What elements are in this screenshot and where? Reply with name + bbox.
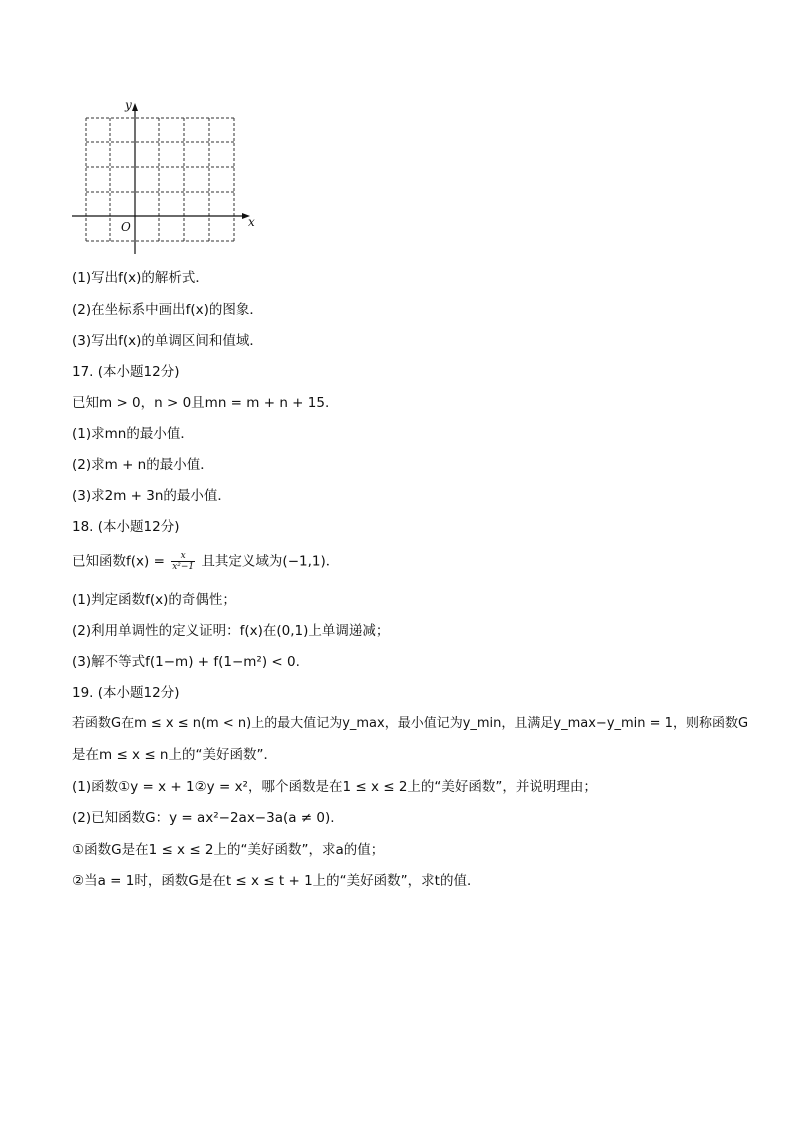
q19-part1-text: (1)函数①y = x + 1②y = x²，哪个函数是在1 ≤ x ≤ 2上的“美好函数”，并说明理由； [72,779,597,795]
q19-header-text: 19. (本小题12分) [72,685,180,701]
q17-header [72,362,179,382]
q19-part1 [72,777,597,797]
q17-part2 [72,455,214,475]
y-axis-label: y [125,98,132,112]
origin-label: O [121,220,131,234]
q19-sub2 [72,871,480,891]
q18-given-prefix: 已知函数f(x) = [72,553,165,570]
q18-given-suffix: 且其定义域为(−1,1)． [201,553,340,570]
coordinate-grid-figure [66,96,266,256]
q18-given [72,551,339,572]
q16-part2-text: (2)在坐标系中画出f(x)的图象． [72,302,263,318]
q19-line2-text: 是在m ≤ x ≤ n上的“美好函数”． [72,747,277,763]
q18-header-text: 18. (本小题12分) [72,519,180,535]
q16-part2 [72,300,263,320]
q17-part1 [72,424,194,444]
q19-header [72,683,179,703]
q16-part1 [72,268,209,288]
q16-part3 [72,331,263,351]
q17-part3 [72,486,231,506]
q18-part2-text: (2)利用单调性的定义证明：f(x)在(0,1)上单调递减； [72,623,390,639]
q18-fraction-numerator: x [171,551,195,562]
q19-part2 [72,808,335,828]
q16-part1-text: (1)写出f(x)的解析式． [72,270,209,286]
q18-part1 [72,590,236,610]
q19-line1 [72,714,748,734]
q19-part2-text: (2)已知函数G：y = ax²−2ax−3a(a ≠ 0). [72,810,335,826]
q18-part3 [72,652,300,672]
q18-fraction-denominator: x²−1 [172,562,195,572]
q19-line2 [72,745,277,765]
q17-header-text: 17. (本小题12分) [72,364,180,380]
q17-part3-text: (3)求2m + 3n的最小值． [72,488,231,504]
x-axis-label: x [248,215,255,229]
q19-line1-text: 若函数G在m ≤ x ≤ n(m < n)上的最大值记为y_max，最小值记为y_min，且满足y_max−y_min = 1，则称函数G [72,716,749,731]
q18-part2 [72,621,389,641]
q18-part3-text: (3)解不等式f(1−m) + f(1−m²) < 0. [72,654,300,670]
q17-given-text: 已知m > 0，n > 0且mn = m + n + 15. [72,395,330,411]
y-axis-arrow [132,103,138,111]
q19-sub1 [72,840,384,860]
q16-part3-text: (3)写出f(x)的单调区间和值域． [72,333,263,349]
q17-part1-text: (1)求mn的最小值． [72,426,194,442]
q18-fraction [171,551,195,572]
dashed-grid-lines [86,118,234,241]
q18-header [72,517,179,537]
q18-part1-text: (1)判定函数f(x)的奇偶性； [72,592,236,608]
q19-sub1-text: ①函数G是在1 ≤ x ≤ 2上的“美好函数”，求a的值； [72,842,385,858]
q17-part2-text: (2)求m + n的最小值． [72,457,214,473]
q17-given [72,393,329,413]
q19-sub2-text: ②当a = 1时，函数G是在t ≤ x ≤ t + 1上的“美好函数”，求t的值． [72,873,481,889]
